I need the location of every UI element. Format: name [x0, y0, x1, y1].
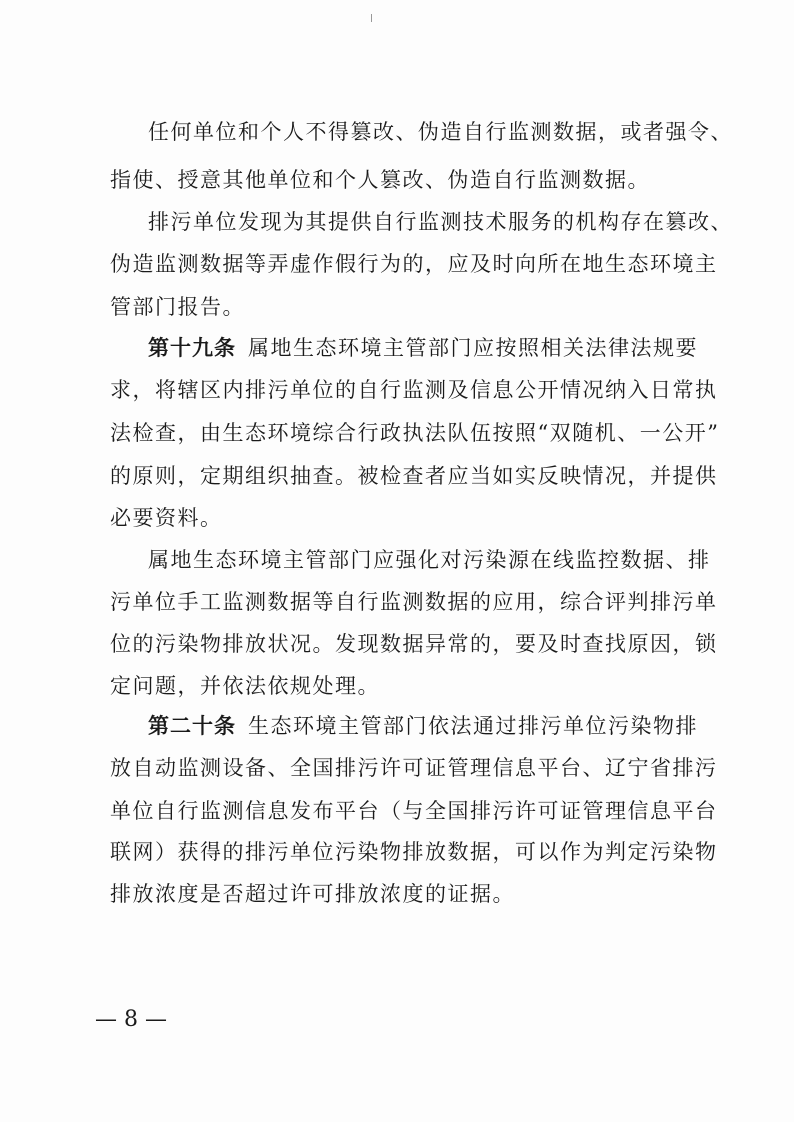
paragraph-line: 求，将辖区内排污单位的自行监测及信息公开情况纳入日常执	[110, 378, 718, 402]
article-first-line-text: 属地生态环境主管部门应按照相关法律法规要	[248, 336, 698, 360]
paragraph-line: 放自动监测设备、全国排污许可证管理信息平台、辽宁省排污	[110, 756, 718, 780]
page-number: — 8 —	[95, 1007, 167, 1032]
paragraph-line: 位的污染物排放状况。发现数据异常的，要及时查找原因，锁	[110, 632, 718, 656]
paragraph-line: 单位自行监测信息发布平台（与全国排污许可证管理信息平台	[110, 799, 718, 823]
paragraph-line: 排放浓度是否超过许可排放浓度的证据。	[110, 882, 515, 906]
paragraph-line: 法检查，由生态环境综合行政执法队伍按照“双随机、一公开”	[110, 421, 720, 445]
paragraph-line: 定问题，并依法依规处理。	[110, 674, 380, 698]
paragraph-line: 必要资料。	[110, 506, 223, 530]
paragraph-line: 污单位手工监测数据等自行监测数据的应用，综合评判排污单	[110, 590, 718, 614]
article-first-line	[148, 334, 698, 362]
article-first-line	[148, 712, 698, 740]
scan-mark	[371, 14, 372, 22]
paragraph-line: 任何单位和个人不得篡改、伪造自行监测数据，或者强令、	[148, 120, 733, 144]
paragraph-line: 属地生态环境主管部门应强化对污染源在线监控数据、排	[148, 548, 711, 572]
paragraph-line: 排污单位发现为其提供自行监测技术服务的机构存在篡改、	[148, 210, 733, 234]
paragraph-line: 的原则，定期组织抽查。被检查者应当如实反映情况，并提供	[110, 464, 718, 488]
paragraph-line: 指使、授意其他单位和个人篡改、伪造自行监测数据。	[110, 168, 650, 192]
article-heading: 第二十条	[148, 714, 236, 738]
paragraph-line: 管部门报告。	[110, 295, 245, 319]
article-heading: 第十九条	[148, 336, 236, 360]
article-first-line-text: 生态环境主管部门依法通过排污单位污染物排	[248, 714, 698, 738]
paragraph-line: 伪造监测数据等弄虚作假行为的，应及时向所在地生态环境主	[110, 252, 718, 276]
paragraph-line: 联网）获得的排污单位污染物排放数据，可以作为判定污染物	[110, 840, 718, 864]
